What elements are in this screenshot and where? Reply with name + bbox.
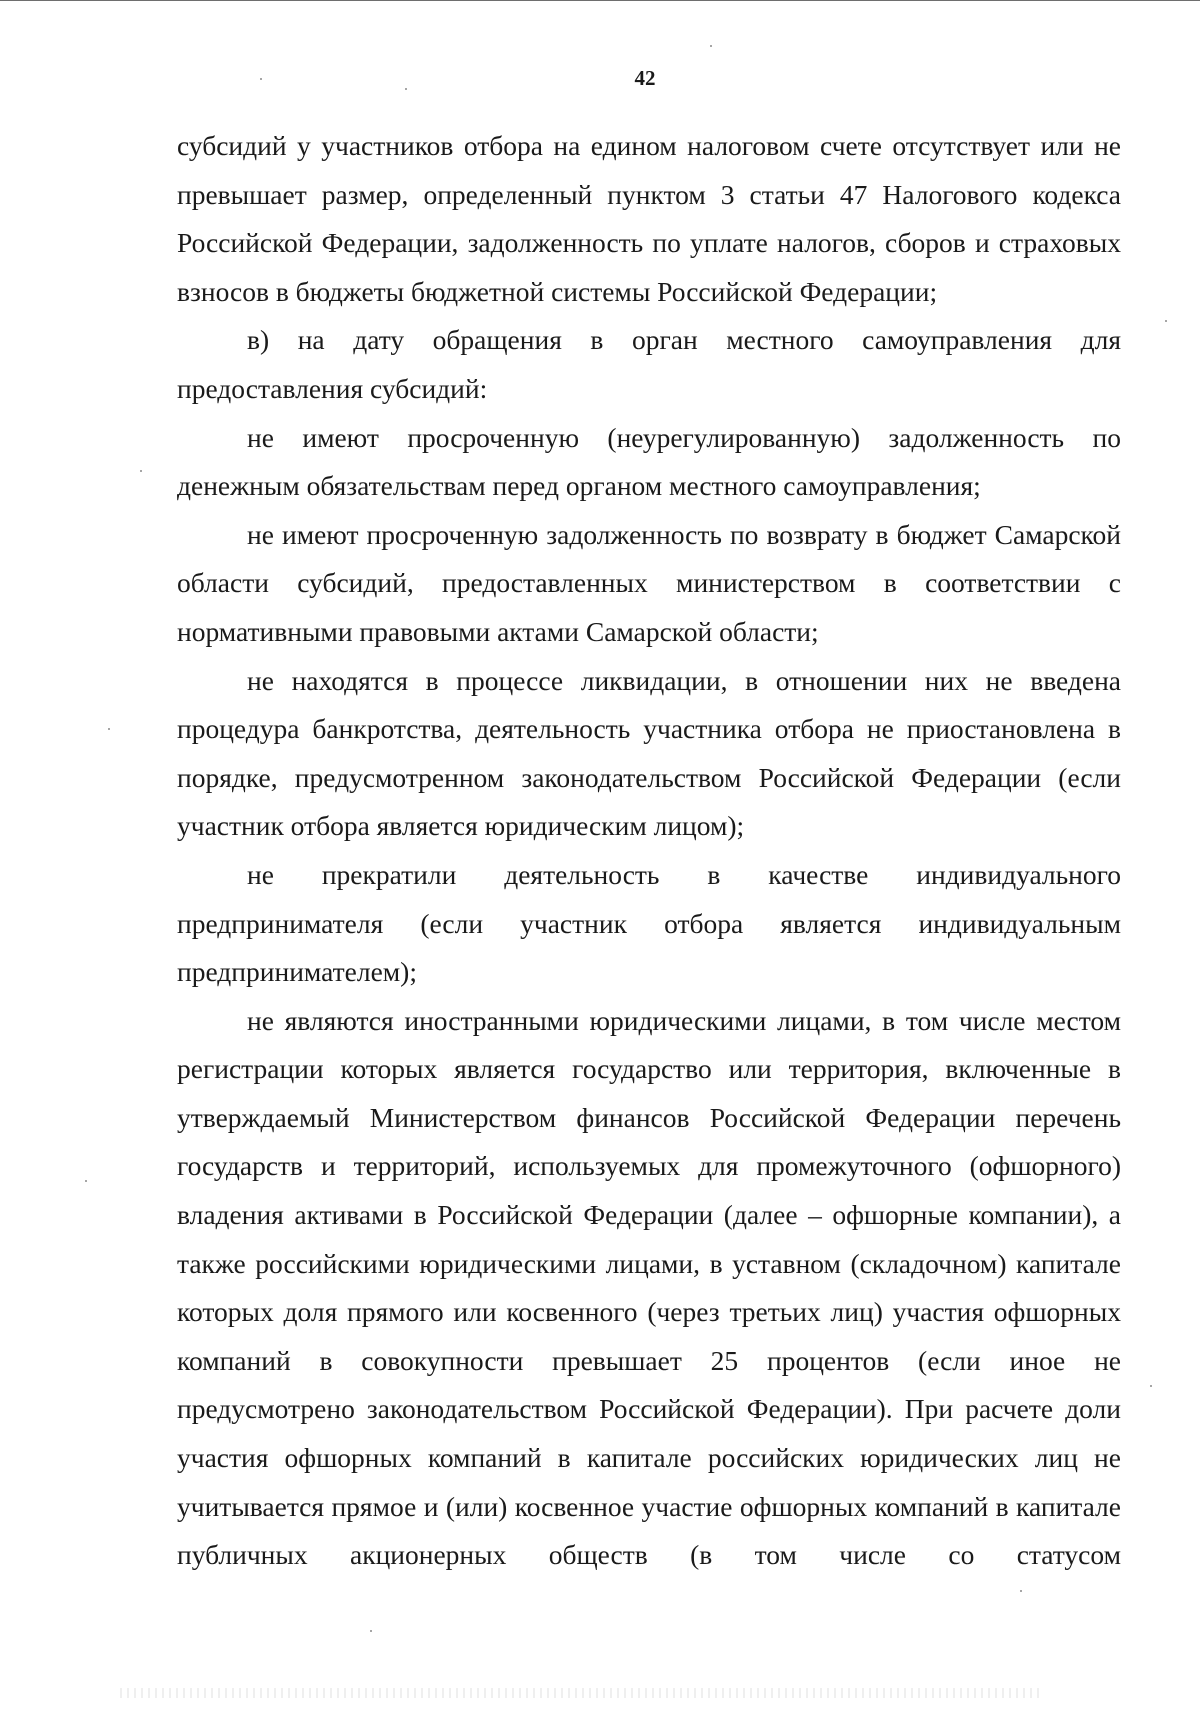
document-body	[177, 122, 1121, 1580]
scan-speck	[1150, 1385, 1152, 1387]
paragraph-1-continuation: субсидий у участников отбора на едином налоговом счете отсутствует или не превышает размер, определенный пунктом 3 статьи 47 Налогового кодекса Российской Федерации, задолженность по уплате налогов, сборов и страховых взносов в бюджеты бюджетной системы Российской Федерации;	[177, 130, 1121, 307]
paragraph-4-no-subsidy-return-debt: не имеют просроченную задолженность по возврату в бюджет Самарской области субсидий, предоставленных министерством в соответствии с нормативными правовыми актами Самарской области;	[177, 518, 1121, 647]
paragraph-7-offshore-companies: не являются иностранными юридическими лицами, в том числе местом регистрации которых является государство или территория, включенные в утверждаемый Министерством финансов Российской Федерации перечень государств и территорий, используемых для промежуточного (офшорного) владения активами в Российской Федерации (далее – офшорные компании), а также российскими юридическими лицами, в уставном (складочном) капитале которых доля прямого или косвенного (через третьих лиц) участия офшорных компаний в совокупности превышает 25 процентов (если иное не предусмотрено законодательством Российской Федерации). При расчете доли участия офшорных компаний в капитале российских юридических лиц не учитывается прямое и (или) косвенное участие офшорных компаний в капитале публичных акционерных обществ (в том числе со статусом	[177, 1004, 1121, 1571]
scan-speck	[85, 1180, 87, 1182]
scan-edge-line	[0, 0, 1200, 1]
scan-speck	[710, 45, 712, 47]
paragraph-6-entrepreneur-activity: не прекратили деятельность в качестве индивидуального предпринимателя (если участник отбора является индивидуальным предпринимателем);	[177, 858, 1121, 988]
scan-speck	[1165, 320, 1167, 322]
paragraph-2-item-v: в) на дату обращения в орган местного самоуправления для предоставления субсидий:	[177, 324, 1121, 404]
scan-speck	[108, 728, 110, 730]
scan-bottom-noise	[120, 1688, 1040, 1698]
scan-speck	[260, 78, 262, 80]
paragraph-3-no-overdue-debt: не имеют просроченную (неурегулированную) задолженность по денежным обязательствам перед органом местного самоуправления;	[177, 421, 1121, 502]
scan-speck	[405, 88, 407, 90]
scan-speck	[140, 470, 142, 472]
paragraph-5-no-liquidation: не находятся в процессе ликвидации, в отношении них не введена процедура банкротства, деятельность участника отбора не приостановлена в порядке, предусмотренном законодательством Российской Федерации (если участник отбора является юридическим лицом);	[177, 664, 1121, 842]
page-number: 42	[634, 66, 656, 90]
scan-speck	[370, 1630, 372, 1632]
scan-speck	[1020, 1590, 1022, 1592]
